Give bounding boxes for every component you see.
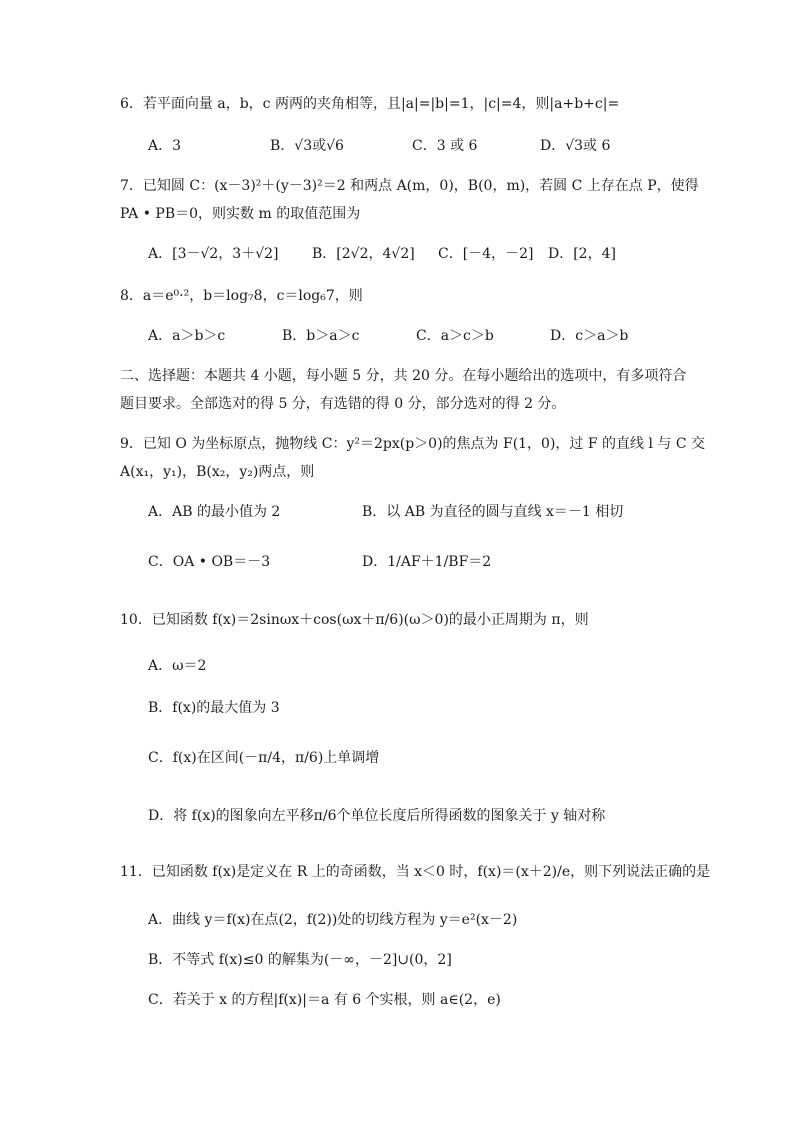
q7-option-b: B．[2√2，4√2] (312, 246, 415, 262)
q11-stem: 11．已知函数 f(x)是定义在 R 上的奇函数，当 x＜0 时，f(x)＝(x＋2)/e，则下列说法正确的是 (120, 864, 711, 880)
q6-option-b: B．√3或√6 (270, 138, 344, 154)
section-2-instructions-line2: 题目要求。全部选对的得 5 分，有选错的得 0 分，部分选对的得 2 分。 (120, 396, 566, 412)
q8-stem: 8．a＝e⁰·²，b＝log₇8，c＝log₆7，则 (120, 288, 363, 304)
q10-option-a: A．ω＝2 (148, 658, 207, 674)
q6-option-a: A．3 (148, 138, 182, 154)
q10-option-b: B．f(x)的最大值为 3 (148, 700, 280, 716)
q10-option-d: D．将 f(x)的图象向左平移π/6个单位长度后所得函数的图象关于 y 轴对称 (148, 808, 606, 824)
q8-option-b: B．b＞a＞c (282, 328, 360, 344)
section-2-instructions-line1: 二、选择题：本题共 4 小题，每小题 5 分，共 20 分。在每小题给出的选项中，有多项符合 (120, 368, 687, 384)
q11-option-a: A．曲线 y＝f(x)在点(2，f(2))处的切线方程为 y＝e²(x－2) (148, 912, 518, 928)
q11-option-b: B．不等式 f(x)≤0 的解集为(－∞，－2]∪(0，2] (148, 952, 452, 968)
q7-option-a: A．[3－√2，3＋√2] (148, 246, 279, 262)
q10-stem: 10．已知函数 f(x)＝2sinωx＋cos(ωx＋π/6)(ω＞0)的最小正周期为 π，则 (120, 612, 589, 628)
q6-option-c: C．3 或 6 (412, 138, 478, 154)
q8-option-c: C．a＞c＞b (416, 328, 494, 344)
q9-option-c: C．OA • OB＝－3 (148, 554, 271, 570)
q9-option-b: B．以 AB 为直径的圆与直线 x＝－1 相切 (362, 504, 624, 520)
q9-stem-line1: 9．已知 O 为坐标原点，抛物线 C：y²＝2px(p＞0)的焦点为 F(1，0)，过 F 的直线 l 与 C 交 (120, 436, 706, 452)
q7-stem-line2: PA • PB＝0，则实数 m 的取值范围为 (120, 206, 361, 222)
q7-option-d: D．[2，4] (548, 246, 616, 262)
q6-option-d: D．√3或 6 (540, 138, 611, 154)
q8-option-d: D．c＞a＞b (550, 328, 629, 344)
q6-stem: 6．若平面向量 a，b，c 两两的夹角相等，且|a|=|b|=1，|c|=4，则|a+b+c|= (120, 96, 620, 112)
q9-option-d: D．1/AF＋1/BF＝2 (362, 554, 492, 570)
q7-stem-line1: 7．已知圆 C：(x－3)²＋(y－3)²＝2 和两点 A(m，0)，B(0，m)，若圆 C 上存在点 P，使得 (120, 178, 699, 194)
q8-option-a: A．a＞b＞c (148, 328, 226, 344)
q7-option-c: C．[－4，－2] (438, 246, 534, 262)
q9-option-a: A．AB 的最小值为 2 (148, 504, 281, 520)
q9-stem-line2: A(x₁，y₁)，B(x₂，y₂)两点，则 (120, 464, 315, 480)
q11-option-c: C．若关于 x 的方程|f(x)|＝a 有 6 个实根，则 a∈(2，e) (148, 992, 501, 1008)
q10-option-c: C．f(x)在区间(－π/4，π/6)上单调增 (148, 750, 380, 766)
